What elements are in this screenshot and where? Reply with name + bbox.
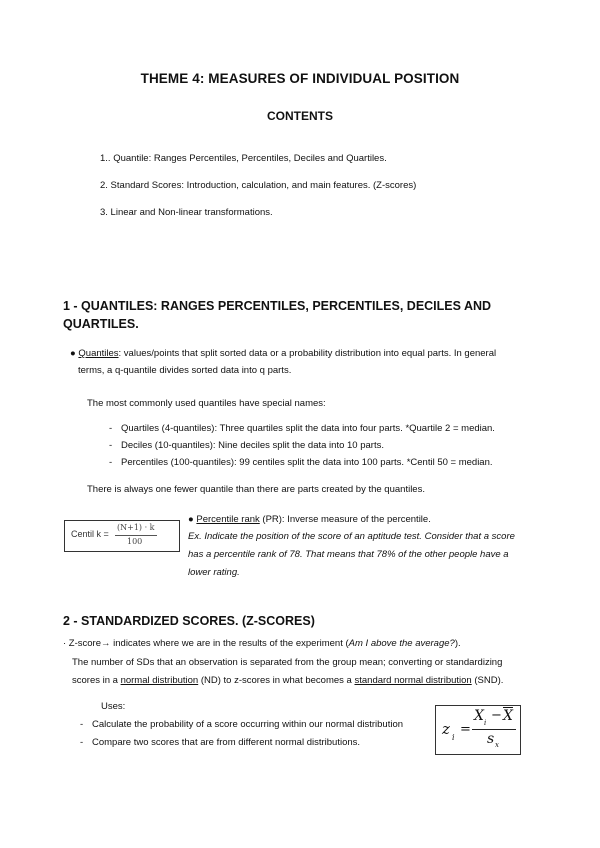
quantiles-term: Quantiles: [78, 348, 119, 359]
bullet-dot-icon: ●: [188, 514, 194, 525]
sd-line2-c: (SND).: [471, 675, 504, 686]
quantiles-bullet: [70, 345, 540, 363]
example-line-3: lower rating.: [188, 567, 240, 578]
centil-formula-denominator: 100: [127, 537, 143, 546]
z-numerator-subscript: i: [484, 719, 487, 727]
sd-line2-a: scores in a: [72, 675, 121, 686]
fraction-bar: [115, 535, 157, 536]
percentile-rank-term: Percentile rank: [196, 514, 260, 525]
z-minus: −: [491, 708, 502, 723]
z-numerator-x: X: [474, 708, 484, 724]
section-1-heading: [63, 297, 503, 333]
list-item-percentiles: - Percentiles (100-quantiles): 99 centiles split the data into 100 parts. *Centil 50 = median.: [121, 454, 493, 472]
toc-item-1: 1.. Quantile: Ranges Percentiles, Percentiles, Deciles and Quartiles.: [100, 153, 387, 164]
quantiles-definition-2: terms, a q-quantile divides sorted data into q parts.: [78, 365, 292, 376]
z-lhs: z: [442, 720, 450, 738]
z-fraction-bar: [472, 729, 516, 730]
zscore-question: Am I above the average?: [348, 638, 455, 649]
use-item-1: - Calculate the probability of a score occurring within our normal distribution: [92, 716, 403, 734]
equals-sign: =: [460, 722, 471, 737]
sd-line2-b: (ND) to z-scores in what becomes a: [198, 675, 355, 686]
toc-item-3: 3. Linear and Non-linear transformations.: [100, 207, 273, 218]
zscore-suffix: ).: [454, 638, 461, 649]
list-item-quartiles: - Quartiles (4-quantiles): Three quartiles split the data into four parts. *Quartile 2 = median.: [121, 420, 495, 438]
section-2-heading: 2 - STANDARDIZED SCORES. (Z-SCORES): [63, 614, 315, 628]
fewer-quantile-note: There is always one fewer quantile than there are parts created by the quantiles.: [87, 484, 425, 495]
list-item-deciles: - Deciles (10-quantiles): Nine deciles split the data into 10 parts.: [121, 437, 384, 455]
section-1-heading-line-2: QUARTILES.: [63, 317, 139, 331]
uses-label: Uses:: [101, 701, 126, 712]
z-mean-xbar: $\overline{X}$: [503, 708, 513, 724]
example-line-2: has a percentile rank of 78. That means that 78% of the other people have a: [188, 549, 509, 560]
standard-normal-distribution-term: standard normal distribution: [354, 675, 472, 686]
use-item-2: - Compare two scores that are from different normal distributions.: [92, 734, 360, 752]
bullet-dot-icon: ●: [70, 348, 76, 359]
example-line-1: Ex. Indicate the position of the score of an aptitude test. Consider that a score: [188, 531, 515, 542]
z-formula-box: [435, 705, 521, 755]
zscore-prefix: · Z-score→ indicates where we are in the results of the experiment (: [63, 638, 349, 649]
centil-formula-numerator: (N+1) · k: [117, 523, 155, 532]
sd-description-1: The number of SDs that an observation is separated from the group mean; converting or standardizing: [72, 657, 503, 668]
page-title: THEME 4: MEASURES OF INDIVIDUAL POSITION: [140, 71, 460, 86]
zscore-definition: [63, 635, 583, 653]
percentile-rank-text: (PR): Inverse measure of the percentile.: [259, 514, 431, 525]
percentile-rank-line: [188, 511, 431, 529]
quantiles-definition-1: : values/points that split sorted data or a probability distribution into equal parts. In general: [118, 348, 497, 359]
sd-description-2: [72, 672, 503, 690]
normal-distribution-term: normal distribution: [120, 675, 199, 686]
contents-heading: CONTENTS: [267, 109, 333, 123]
section-1-heading-line-1: 1 - QUANTILES: RANGES PERCENTILES, PERCENTILES, DECILES AND: [63, 299, 492, 313]
centil-formula-label: Centil k =: [71, 529, 109, 539]
z-lhs-subscript: i: [452, 733, 455, 742]
centil-formula-box: [64, 520, 180, 552]
special-names-intro: The most commonly used quantiles have special names:: [87, 398, 326, 409]
z-denominator-subscript: x: [495, 741, 499, 749]
toc-item-2: 2. Standard Scores: Introduction, calculation, and main features. (Z-scores): [100, 180, 417, 191]
z-denominator-s: s: [487, 731, 495, 747]
